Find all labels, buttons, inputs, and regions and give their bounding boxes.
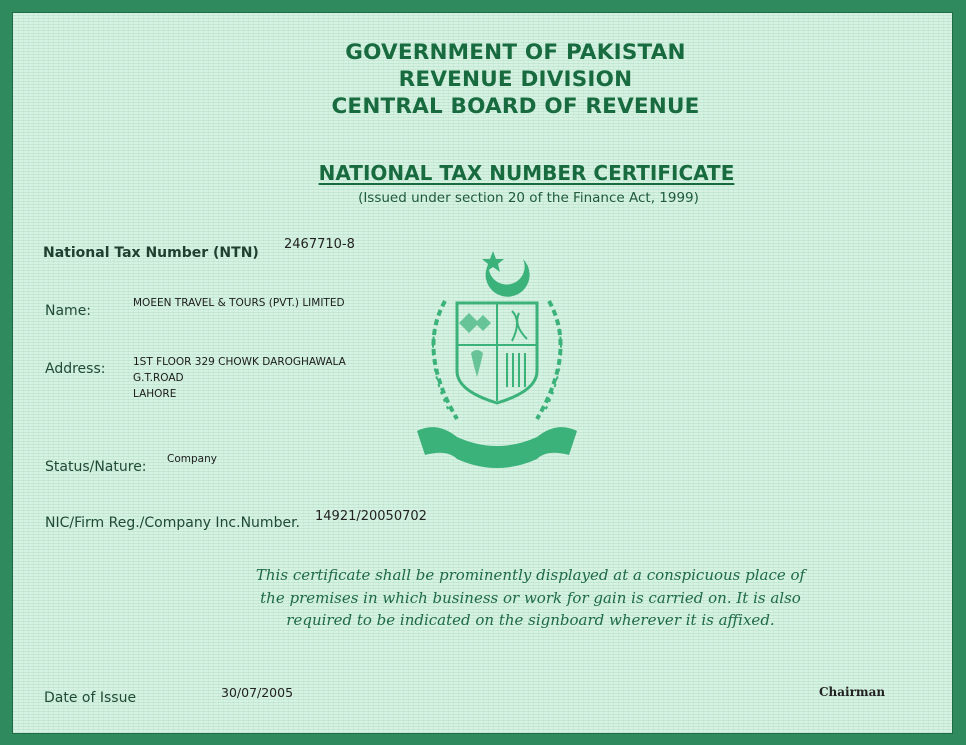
chairman-signature-title: Chairman bbox=[819, 685, 886, 699]
address-label: Address: bbox=[45, 361, 106, 377]
registration-value: 14921/20050702 bbox=[315, 509, 427, 524]
certificate-title bbox=[57, 161, 953, 185]
state-emblem-icon bbox=[397, 241, 597, 481]
display-notice bbox=[61, 564, 953, 632]
certificate-paper bbox=[12, 12, 953, 734]
address-line: 1ST FLOOR 329 CHOWK DAROGHAWALA bbox=[133, 356, 346, 368]
status-label: Status/Nature: bbox=[45, 459, 147, 475]
address-line: LAHORE bbox=[133, 388, 177, 400]
ntn-label: National Tax Number (NTN) bbox=[43, 245, 259, 261]
header-board: CENTRAL BOARD OF REVENUE bbox=[331, 94, 700, 119]
header-government: GOVERNMENT OF PAKISTAN bbox=[345, 40, 686, 65]
address-value bbox=[133, 354, 346, 402]
name-value: MOEEN TRAVEL & TOURS (PVT.) LIMITED bbox=[133, 297, 345, 309]
date-of-issue-value: 30/07/2005 bbox=[221, 685, 294, 700]
notice-line: This certificate shall be prominently displayed at a conspicuous place of bbox=[255, 566, 806, 584]
registration-label: NIC/Firm Reg./Company Inc.Number. bbox=[45, 515, 300, 531]
status-value: Company bbox=[167, 453, 217, 465]
name-label: Name: bbox=[45, 303, 92, 319]
address-line: G.T.ROAD bbox=[133, 372, 184, 384]
certificate-subtitle: (Issued under section 20 of the Finance Act, 1999) bbox=[358, 190, 699, 206]
certificate-title-text: NATIONAL TAX NUMBER CERTIFICATE bbox=[318, 161, 735, 185]
notice-line: the premises in which business or work for gain is carried on. It is also bbox=[260, 588, 801, 607]
date-of-issue-label: Date of Issue bbox=[44, 690, 137, 706]
ntn-value: 2467710-8 bbox=[284, 237, 355, 252]
header-division: REVENUE DIVISION bbox=[398, 67, 633, 92]
notice-line: required to be indicated on the signboard wherever it is affixed. bbox=[286, 611, 775, 629]
